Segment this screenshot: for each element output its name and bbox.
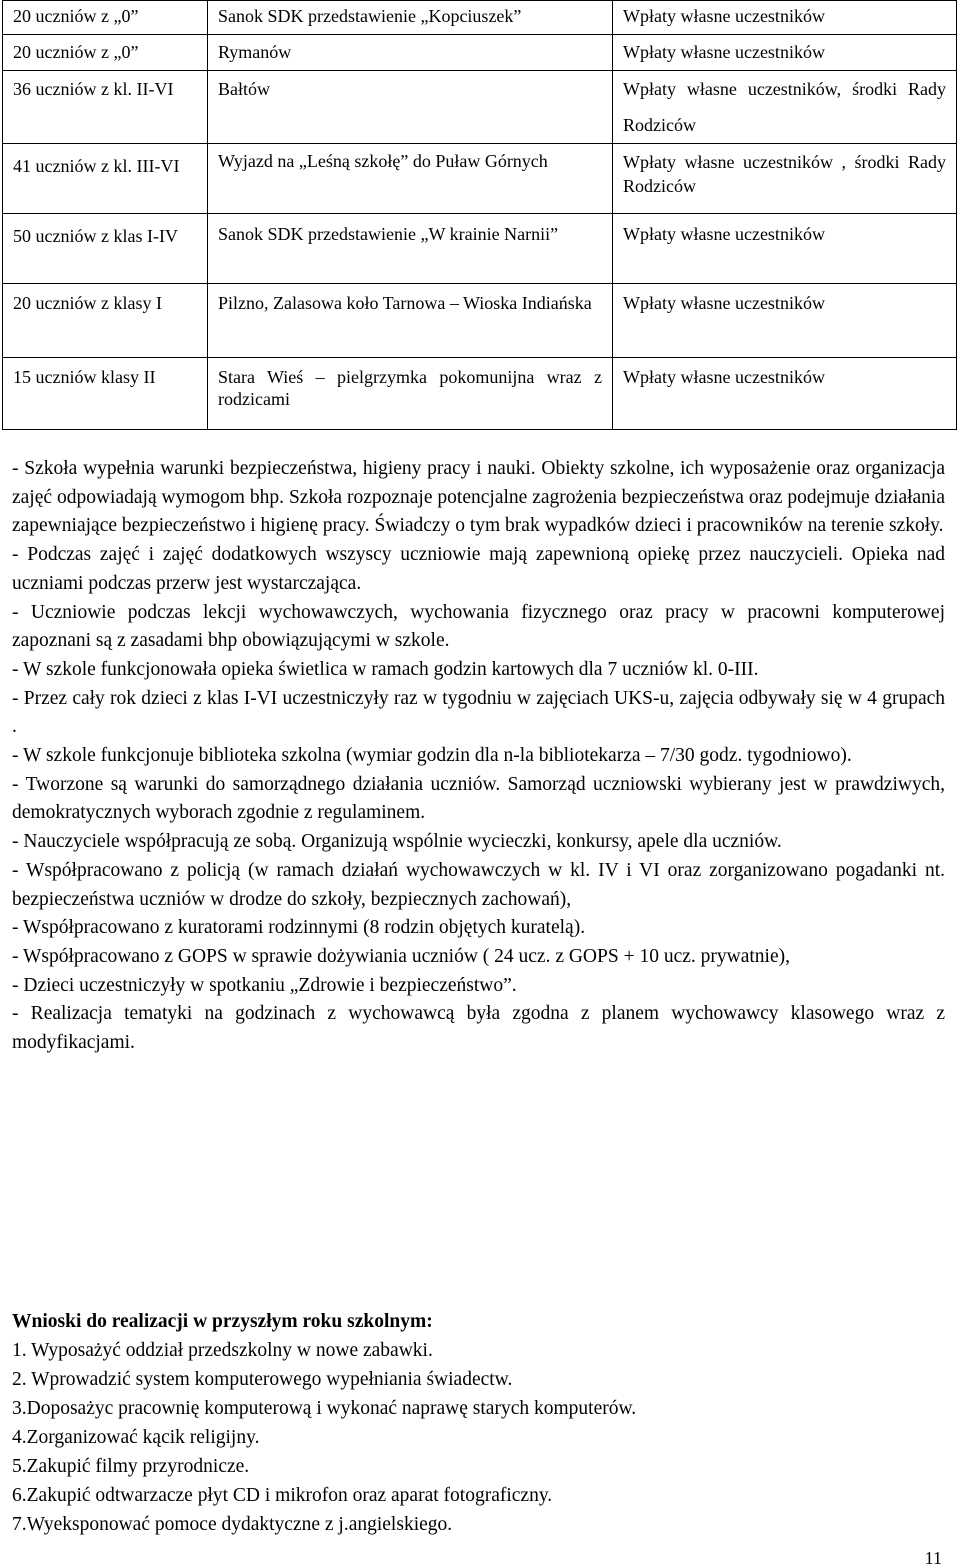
paragraph: - Realizacja tematyki na godzinach z wychowawcą była zgodna z planem wychowawcy klasowego wraz z modyfikacjami. [12,1003,945,1054]
table-cell-funding: Wpłaty własne uczestników , środki Rady Rodziców [613,144,957,214]
table-cell-destination: Pilzno, Zalasowa koło Tarnowa – Wioska Indiańska [208,284,613,358]
conclusion-item: 6.Zakupić odtwarzacze płyt CD i mikrofon oraz aparat fotograficzny. [12,1485,553,1506]
table-cell-group: 50 uczniów z klas I-IV [3,214,208,284]
table-row [3,144,957,214]
table-cell-destination: Bałtów [208,71,613,144]
trips-table [2,0,957,430]
paragraph: - Tworzone są warunki do samorządnego działania uczniów. Samorząd uczniowski wybierany jest w prawdziwych, demokratycznych wyborach zgodnie z regulaminem. [12,773,945,824]
paragraph: - Współpracowano z GOPS w sprawie dożywiania uczniów ( 24 ucz. z GOPS + 10 ucz. prywatnie), [12,945,790,967]
paragraph: - Uczniowie podczas lekcji wychowawczych, wychowania fizycznego oraz pracy w pracowni komputerowej zapoznani są z zasadami bhp obowiązującymi w szkole. [12,601,945,652]
table-row [3,35,957,71]
table-cell-funding: Wpłaty własne uczestników [613,35,957,71]
table-cell-group: 20 uczniów z „0” [3,1,208,35]
table-row [3,71,957,144]
report-body [12,455,945,1058]
page-number: 11 [924,1548,942,1568]
table-cell-destination: Sanok SDK przedstawienie „W krainie Narnii” [208,214,613,284]
conclusion-item: 2. Wprowadzić system komputerowego wypełniania świadectw. [12,1369,513,1390]
conclusion-item: 3.Doposażyc pracownię komputerową i wykonać naprawę starych komputerów. [12,1398,637,1419]
table-cell-group: 41 uczniów z kl. III-VI [3,144,208,214]
table-row [3,214,957,284]
table-cell-funding: Wpłaty własne uczestników [613,1,957,35]
table-cell-group: 36 uczniów z kl. II-VI [3,71,208,144]
table-cell-funding: Wpłaty własne uczestników [613,284,957,358]
paragraph: - Podczas zajęć i zajęć dodatkowych wszyscy uczniowie mają zapewnioną opiekę przez nauczycieli. Opieka nad uczniami podczas przerw jest wystarczająca. [12,544,945,594]
conclusion-item: 1. Wyposażyć oddział przedszkolny w nowe zabawki. [12,1340,433,1361]
table-cell-destination: Rymanów [208,35,613,71]
paragraph: - Szkoła wypełnia warunki bezpieczeństwa, higieny pracy i nauki. Obiekty szkolne, ich wyposażenie oraz organizacja zajęć odpowiadają wymogom bhp. Szkoła rozpoznaje potencjalne zagrożenia bezpieczeństwa oraz podejmuje działania zapewniające bezpieczeństwo i higienę pracy. Świadczy o tym brak wypadków dzieci i pracowników na terenie szkoły. [12,458,945,537]
table-cell-group: 15 uczniów klasy II [3,358,208,430]
paragraph: - Dzieci uczestniczyły w spotkaniu „Zdrowie i bezpieczeństwo”. [12,974,517,996]
paragraph: - W szkole funkcjonowała opieka świetlica w ramach godzin kartowych dla 7 uczniów kl. 0-III. [12,658,759,680]
table-cell-funding: Wpłaty własne uczestników [613,358,957,430]
table-cell-funding: Wpłaty własne uczestników [613,214,957,284]
table-row [3,358,957,430]
table-cell-funding: Wpłaty własne uczestników, środki Rady Rodziców [613,71,957,144]
table-cell-destination: Stara Wieś – pielgrzymka pokomunijna wraz z rodzicami [208,358,613,430]
conclusion-item: 4.Zorganizować kącik religijny. [12,1427,260,1448]
table-cell-group: 20 uczniów z „0” [3,35,208,71]
conclusions-heading: Wnioski do realizacji w przyszłym roku szkolnym: [12,1311,433,1332]
paragraph: - Przez cały rok dzieci z klas I-VI uczestniczyły raz w tygodniu w zajęciach UKS-u, zajęcia odbywały się w 4 grupach . [12,687,945,738]
conclusion-item: 7.Wyeksponować pomoce dydaktyczne z j.angielskiego. [12,1514,453,1535]
paragraph: - Współpracowano z policją (w ramach działań wychowawczych w kl. IV i VI oraz zorganizowano pogadanki nt. bezpieczeństwa uczniów w drodze do szkoły, bezpiecznych zachowań), [12,859,945,910]
table-row [3,1,957,35]
table-cell-destination: Wyjazd na „Leśną szkołę” do Puław Górnych [208,144,613,214]
conclusion-item: 5.Zakupić filmy przyrodnicze. [12,1456,250,1477]
table-cell-destination: Sanok SDK przedstawienie „Kopciuszek” [208,1,613,35]
conclusions-section [12,1307,945,1539]
paragraph: - W szkole funkcjonuje biblioteka szkolna (wymiar godzin dla n-la bibliotekarza – 7/30 godz. tygodniowo). [12,745,852,767]
paragraph: - Nauczyciele współpracują ze sobą. Organizują wspólnie wycieczki, konkursy, apele dla uczniów. [12,831,782,853]
table-cell-group: 20 uczniów z klasy I [3,284,208,358]
table-row [3,284,957,358]
paragraph: - Współpracowano z kuratorami rodzinnymi (8 rodzin objętych kuratelą). [12,917,586,939]
